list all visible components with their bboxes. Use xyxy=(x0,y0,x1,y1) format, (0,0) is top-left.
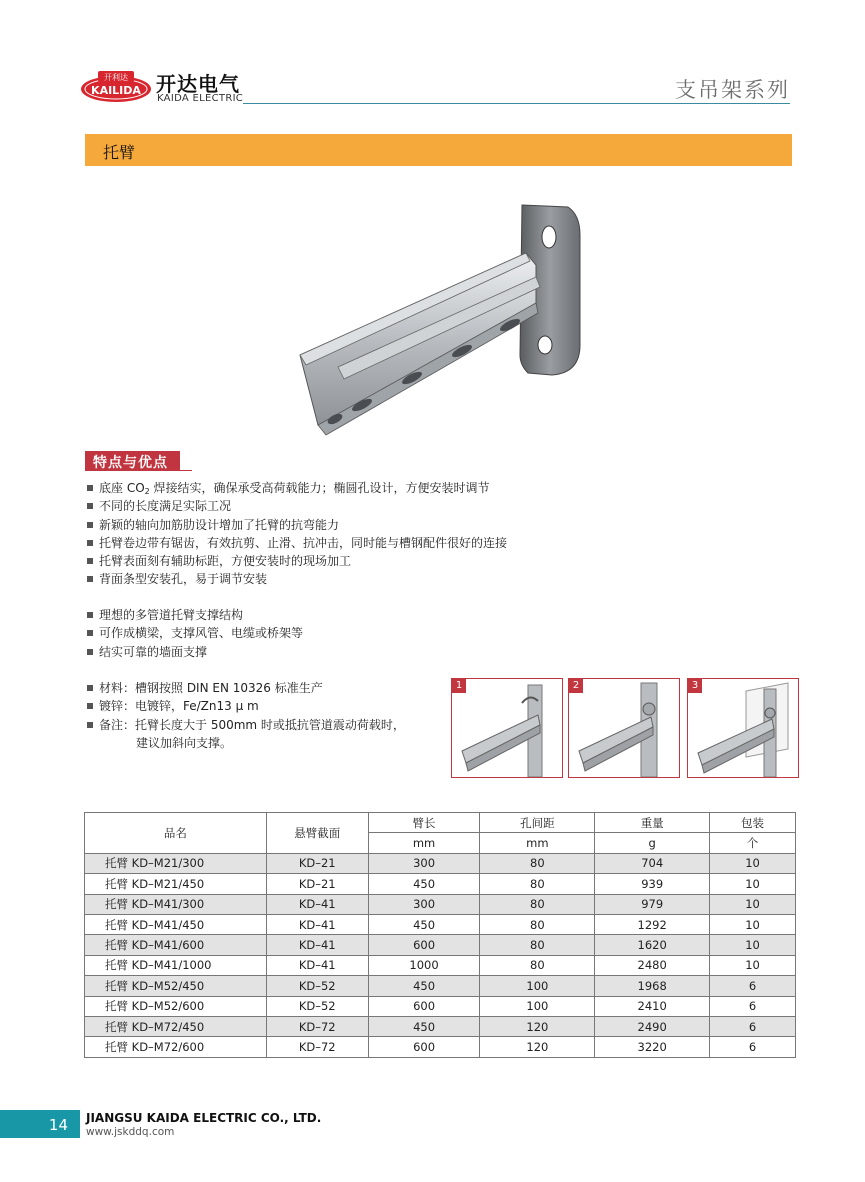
cell-weight: 2410 xyxy=(595,996,710,1016)
feature-item: 结实可靠的墙面支撑 xyxy=(87,643,303,661)
cell-weight: 1968 xyxy=(595,976,710,996)
cell-length: 450 xyxy=(368,976,480,996)
table-row xyxy=(85,996,796,1016)
page-number-box xyxy=(0,1110,80,1138)
cell-length: 450 xyxy=(368,1016,480,1036)
cell-weight: 3220 xyxy=(595,1037,710,1057)
header-name: 品名 xyxy=(85,813,267,854)
cell-package: 10 xyxy=(710,853,796,873)
cell-weight: 1620 xyxy=(595,935,710,955)
section-title: 托臂 xyxy=(103,143,136,162)
cell-length: 600 xyxy=(368,1037,480,1057)
feature-item: 可作成横梁，支撑风管、电缆或桥架等 xyxy=(87,624,303,642)
cell-package: 10 xyxy=(710,955,796,975)
header-package: 包装 xyxy=(710,813,796,833)
cell-package: 10 xyxy=(710,894,796,914)
cell-package: 10 xyxy=(710,935,796,955)
cell-section: KD–41 xyxy=(266,894,368,914)
table-row xyxy=(85,935,796,955)
cell-package: 6 xyxy=(710,1037,796,1057)
header-hole-spacing: 孔间距 xyxy=(480,813,595,833)
bullet-square-icon xyxy=(87,503,93,509)
cell-name: 托臂 KD–M52/450 xyxy=(85,976,267,996)
feature-item: 托臂卷边带有锯齿，有效抗剪、止滑、抗冲击，同时能与槽钢配件很好的连接 xyxy=(87,534,507,552)
header-divider xyxy=(243,103,790,104)
cell-hole-spacing: 80 xyxy=(480,874,595,894)
cell-weight: 2480 xyxy=(595,955,710,975)
logo-badge-en: KAILIDA xyxy=(91,84,141,97)
unit-length: mm xyxy=(368,833,480,853)
bullet-square-icon xyxy=(87,485,93,491)
unit-package: 个 xyxy=(710,833,796,853)
table-row xyxy=(85,1037,796,1057)
cell-weight: 939 xyxy=(595,874,710,894)
company-name: JIANGSU KAIDA ELECTRIC CO., LTD. xyxy=(86,1111,322,1125)
feature-item: 不同的长度满足实际工况 xyxy=(87,497,507,515)
logo-english-name: KAIDA ELECTRIC xyxy=(157,93,244,104)
cell-name: 托臂 KD–M21/300 xyxy=(85,853,267,873)
table-row xyxy=(85,955,796,975)
photo-number: 2 xyxy=(569,679,583,693)
cell-hole-spacing: 80 xyxy=(480,935,595,955)
spec-table xyxy=(84,812,796,1058)
cell-length: 300 xyxy=(368,894,480,914)
cell-name: 托臂 KD–M72/600 xyxy=(85,1037,267,1057)
cell-name: 托臂 KD–M41/450 xyxy=(85,914,267,934)
cell-name: 托臂 KD–M52/600 xyxy=(85,996,267,1016)
install-photo-2 xyxy=(568,678,680,778)
unit-hole-spacing: mm xyxy=(480,833,595,853)
plating-item: 镀锌：电镀锌，Fe/Zn13 μ m xyxy=(87,697,405,715)
cell-hole-spacing: 80 xyxy=(480,955,595,975)
cell-section: KD–41 xyxy=(266,955,368,975)
feature-item: 背面条型安装孔，易于调节安装 xyxy=(87,570,507,588)
cell-package: 6 xyxy=(710,976,796,996)
table-row xyxy=(85,874,796,894)
cell-length: 600 xyxy=(368,996,480,1016)
feature-item: 托臂表面刻有辅助标距，方便安装时的现场加工 xyxy=(87,552,507,570)
table-header-row xyxy=(85,813,796,833)
cell-package: 6 xyxy=(710,996,796,1016)
bullet-square-icon xyxy=(87,649,93,655)
feature-list-1 xyxy=(87,479,507,589)
cell-section: KD–72 xyxy=(266,1016,368,1036)
cell-hole-spacing: 100 xyxy=(480,976,595,996)
cell-weight: 704 xyxy=(595,853,710,873)
cell-name: 托臂 KD–M41/1000 xyxy=(85,955,267,975)
photo-number: 1 xyxy=(452,679,466,693)
install-illustration-1 xyxy=(452,679,562,777)
section-bar xyxy=(85,134,792,166)
cell-package: 6 xyxy=(710,1016,796,1036)
feature-item: 底座 $CO_2$ 焊接结实，确保承受高荷载能力；椭圆孔设计，方便安装时调节 xyxy=(87,479,507,497)
cell-package: 10 xyxy=(710,874,796,894)
photo-number: 3 xyxy=(688,679,702,693)
cell-hole-spacing: 80 xyxy=(480,853,595,873)
cell-hole-spacing: 120 xyxy=(480,1037,595,1057)
remark-continuation: 建议加斜向支撑。 xyxy=(136,735,233,750)
install-illustration-3 xyxy=(688,679,798,777)
bullet-square-icon xyxy=(87,540,93,546)
cell-length: 1000 xyxy=(368,955,480,975)
header-section: 悬臂截面 xyxy=(266,813,368,854)
cell-name: 托臂 KD–M72/450 xyxy=(85,1016,267,1036)
cell-hole-spacing: 80 xyxy=(480,914,595,934)
bullet-square-icon xyxy=(87,703,93,709)
header-weight: 重量 xyxy=(595,813,710,833)
features-heading-badge xyxy=(85,451,180,471)
table-row xyxy=(85,976,796,996)
cell-section: KD–52 xyxy=(266,976,368,996)
table-row xyxy=(85,853,796,873)
series-title: 支吊架系列 xyxy=(675,78,790,102)
page-number: 14 xyxy=(48,1116,68,1134)
logo-badge-icon xyxy=(80,70,152,104)
logo-badge-cn: 开利达 xyxy=(104,73,128,82)
bullet-square-icon xyxy=(87,576,93,582)
bullet-square-icon xyxy=(87,630,93,636)
cell-length: 450 xyxy=(368,914,480,934)
material-list xyxy=(87,679,405,752)
cell-section: KD–21 xyxy=(266,853,368,873)
cell-weight: 1292 xyxy=(595,914,710,934)
cell-length: 600 xyxy=(368,935,480,955)
header-length: 臂长 xyxy=(368,813,480,833)
unit-weight: g xyxy=(595,833,710,853)
bullet-square-icon xyxy=(87,612,93,618)
bullet-square-icon xyxy=(87,685,93,691)
cell-length: 300 xyxy=(368,853,480,873)
cell-hole-spacing: 80 xyxy=(480,894,595,914)
bullet-square-icon xyxy=(87,722,93,728)
cell-name: 托臂 KD–M41/300 xyxy=(85,894,267,914)
material-item: 材料：槽钢按照 DIN EN 10326 标准生产 xyxy=(87,679,405,697)
features-heading: 特点与优点 xyxy=(93,455,168,471)
cell-section: KD–21 xyxy=(266,874,368,894)
website-link[interactable]: www.jskddq.com xyxy=(86,1126,175,1138)
cell-weight: 2490 xyxy=(595,1016,710,1036)
cell-name: 托臂 KD–M21/450 xyxy=(85,874,267,894)
cell-hole-spacing: 120 xyxy=(480,1016,595,1036)
cell-section: KD–72 xyxy=(266,1037,368,1057)
cell-section: KD–41 xyxy=(266,935,368,955)
table-row xyxy=(85,894,796,914)
feature-item: 新颖的轴向加筋肋设计增加了托臂的抗弯能力 xyxy=(87,516,507,534)
table-row xyxy=(85,1016,796,1036)
cell-name: 托臂 KD–M41/600 xyxy=(85,935,267,955)
install-photo-1 xyxy=(451,678,563,778)
cell-section: KD–52 xyxy=(266,996,368,1016)
company-logo xyxy=(80,66,250,106)
features-underline xyxy=(180,470,192,471)
table-row xyxy=(85,914,796,934)
cell-hole-spacing: 100 xyxy=(480,996,595,1016)
cantilever-arm-product-image xyxy=(290,195,590,450)
bullet-square-icon xyxy=(87,558,93,564)
cell-section: KD–41 xyxy=(266,914,368,934)
cell-weight: 979 xyxy=(595,894,710,914)
bullet-square-icon xyxy=(87,522,93,528)
cell-length: 450 xyxy=(368,874,480,894)
install-photo-3 xyxy=(687,678,799,778)
feature-list-2 xyxy=(87,606,303,661)
install-illustration-2 xyxy=(569,679,679,777)
remark-item: 备注：托臂长度大于 500mm 时或抵抗管道震动荷载时， xyxy=(87,716,405,734)
logo-chinese-name: 开达电气 xyxy=(156,72,240,96)
cell-package: 10 xyxy=(710,914,796,934)
feature-item: 理想的多管道托臂支撑结构 xyxy=(87,606,303,624)
